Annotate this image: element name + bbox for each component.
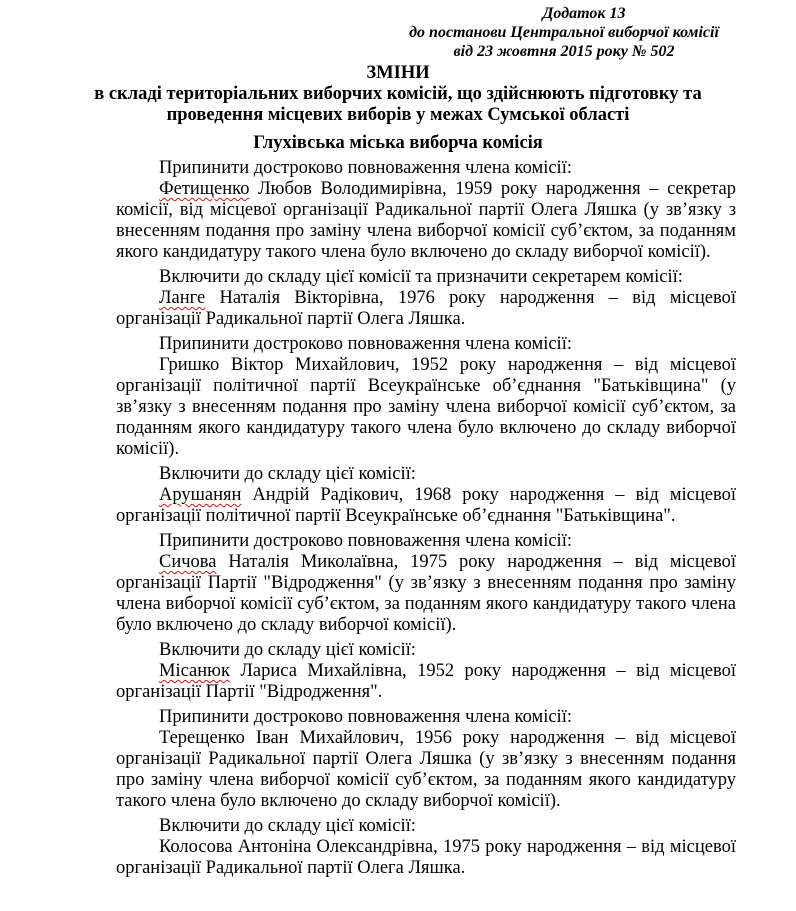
member-paragraph <box>116 728 736 812</box>
member-surname: Терещенко <box>159 728 245 748</box>
action-heading: Включити до складу цієї комісії: <box>159 816 416 836</box>
title-line-3: проведення місцевих виборів у межах Сумської області <box>166 105 630 125</box>
member-paragraph <box>116 837 736 879</box>
member-details: Андрій Радікович, 1968 року народження – від місцевої організації політичної партії Всеукраїнське об’єднання "Батьківщина". <box>116 485 736 526</box>
member-paragraph <box>116 485 736 527</box>
change-block <box>116 334 736 460</box>
member-surname: Ланге <box>159 288 206 308</box>
change-block <box>116 640 736 703</box>
action-heading: Припинити достроково повноваження члена комісії: <box>159 158 572 178</box>
member-paragraph <box>116 179 736 263</box>
member-surname: Фетищенко <box>159 179 250 199</box>
member-surname: Сичова <box>159 552 217 572</box>
member-details: Іван Михайлович, 1956 року народження – від місцевої організації Радикальної партії Олега Ляшка (у зв’язку з внесенням подання про заміну члена виборчої комісії суб’єктом, за поданням якого кандидатуру такого члена було включено до складу виборчої комісії). <box>116 728 736 811</box>
change-block <box>116 464 736 527</box>
appendix-resolution: до постанови Центральної виборчої комісії <box>409 24 719 41</box>
action-heading: Припинити достроково повноваження члена комісії: <box>159 531 572 551</box>
member-details: Любов Володимирівна, 1959 року народження – секретар комісії, від місцевої організації Радикальної партії Олега Ляшка (у зв’язку з внесенням подання про заміну члена виборчої комісії суб’єктом, за поданням якого кандидатуру такого члена було включено до складу виборчої комісії). <box>116 179 736 262</box>
change-block <box>116 267 736 330</box>
change-block <box>116 158 736 263</box>
action-heading: Включити до складу цієї комісії та призначити секретарем комісії: <box>159 267 683 287</box>
member-details: Антоніна Олександрівна, 1975 року народження – від місцевої організації Радикальної партії Олега Ляшка. <box>116 837 736 878</box>
appendix-number: Додаток 13 <box>542 5 626 22</box>
member-paragraph <box>116 355 736 460</box>
member-details: Наталія Миколаївна, 1975 року народження – від місцевої організації Партії "Відродження" (у зв’язку з внесенням подання про заміну члена виборчої комісії суб’єктом, за поданням якого кандидатуру такого члена було включено до складу виборчої комісії). <box>116 552 736 635</box>
action-heading: Припинити достроково повноваження члена комісії: <box>159 334 572 354</box>
change-block <box>116 531 736 636</box>
member-surname: Місанюк <box>159 661 230 681</box>
member-paragraph <box>116 661 736 703</box>
change-block <box>116 816 736 879</box>
member-surname: Арушанян <box>159 485 242 505</box>
member-details: Лариса Михайлівна, 1952 року народження – від місцевої організації Партії "Відродження". <box>116 661 736 702</box>
action-heading: Включити до складу цієї комісії: <box>159 640 416 660</box>
title-main: ЗМІНИ <box>366 63 430 83</box>
action-heading: Включити до складу цієї комісії: <box>159 464 416 484</box>
commission-heading: Глухівська міська виборча комісія <box>253 133 543 153</box>
change-block <box>116 707 736 812</box>
member-details: Віктор Михайлович, 1952 року народження – від місцевої організації політичної партії Всеукраїнське об’єднання "Батьківщина" (у зв’язку з внесенням подання про заміну члена виборчої комісії суб’єктом, за поданням якого кандидатуру такого члена було включено до складу виборчої комісії). <box>116 355 736 459</box>
member-paragraph <box>116 288 736 330</box>
document-title <box>0 63 796 126</box>
document-body <box>116 158 736 883</box>
appendix-note <box>394 4 734 61</box>
member-surname: Гришко <box>159 355 220 375</box>
member-details: Наталія Вікторівна, 1976 року народження – від місцевої організації Радикальної партії Олега Ляшка. <box>116 288 736 329</box>
member-paragraph <box>116 552 736 636</box>
member-surname: Колосова <box>159 837 233 857</box>
appendix-date: від 23 жовтня 2015 року № 502 <box>453 43 675 60</box>
title-line-2: в складі територіальних виборчих комісій, що здійснюють підготовку та <box>94 84 702 104</box>
action-heading: Припинити достроково повноваження члена комісії: <box>159 707 572 727</box>
